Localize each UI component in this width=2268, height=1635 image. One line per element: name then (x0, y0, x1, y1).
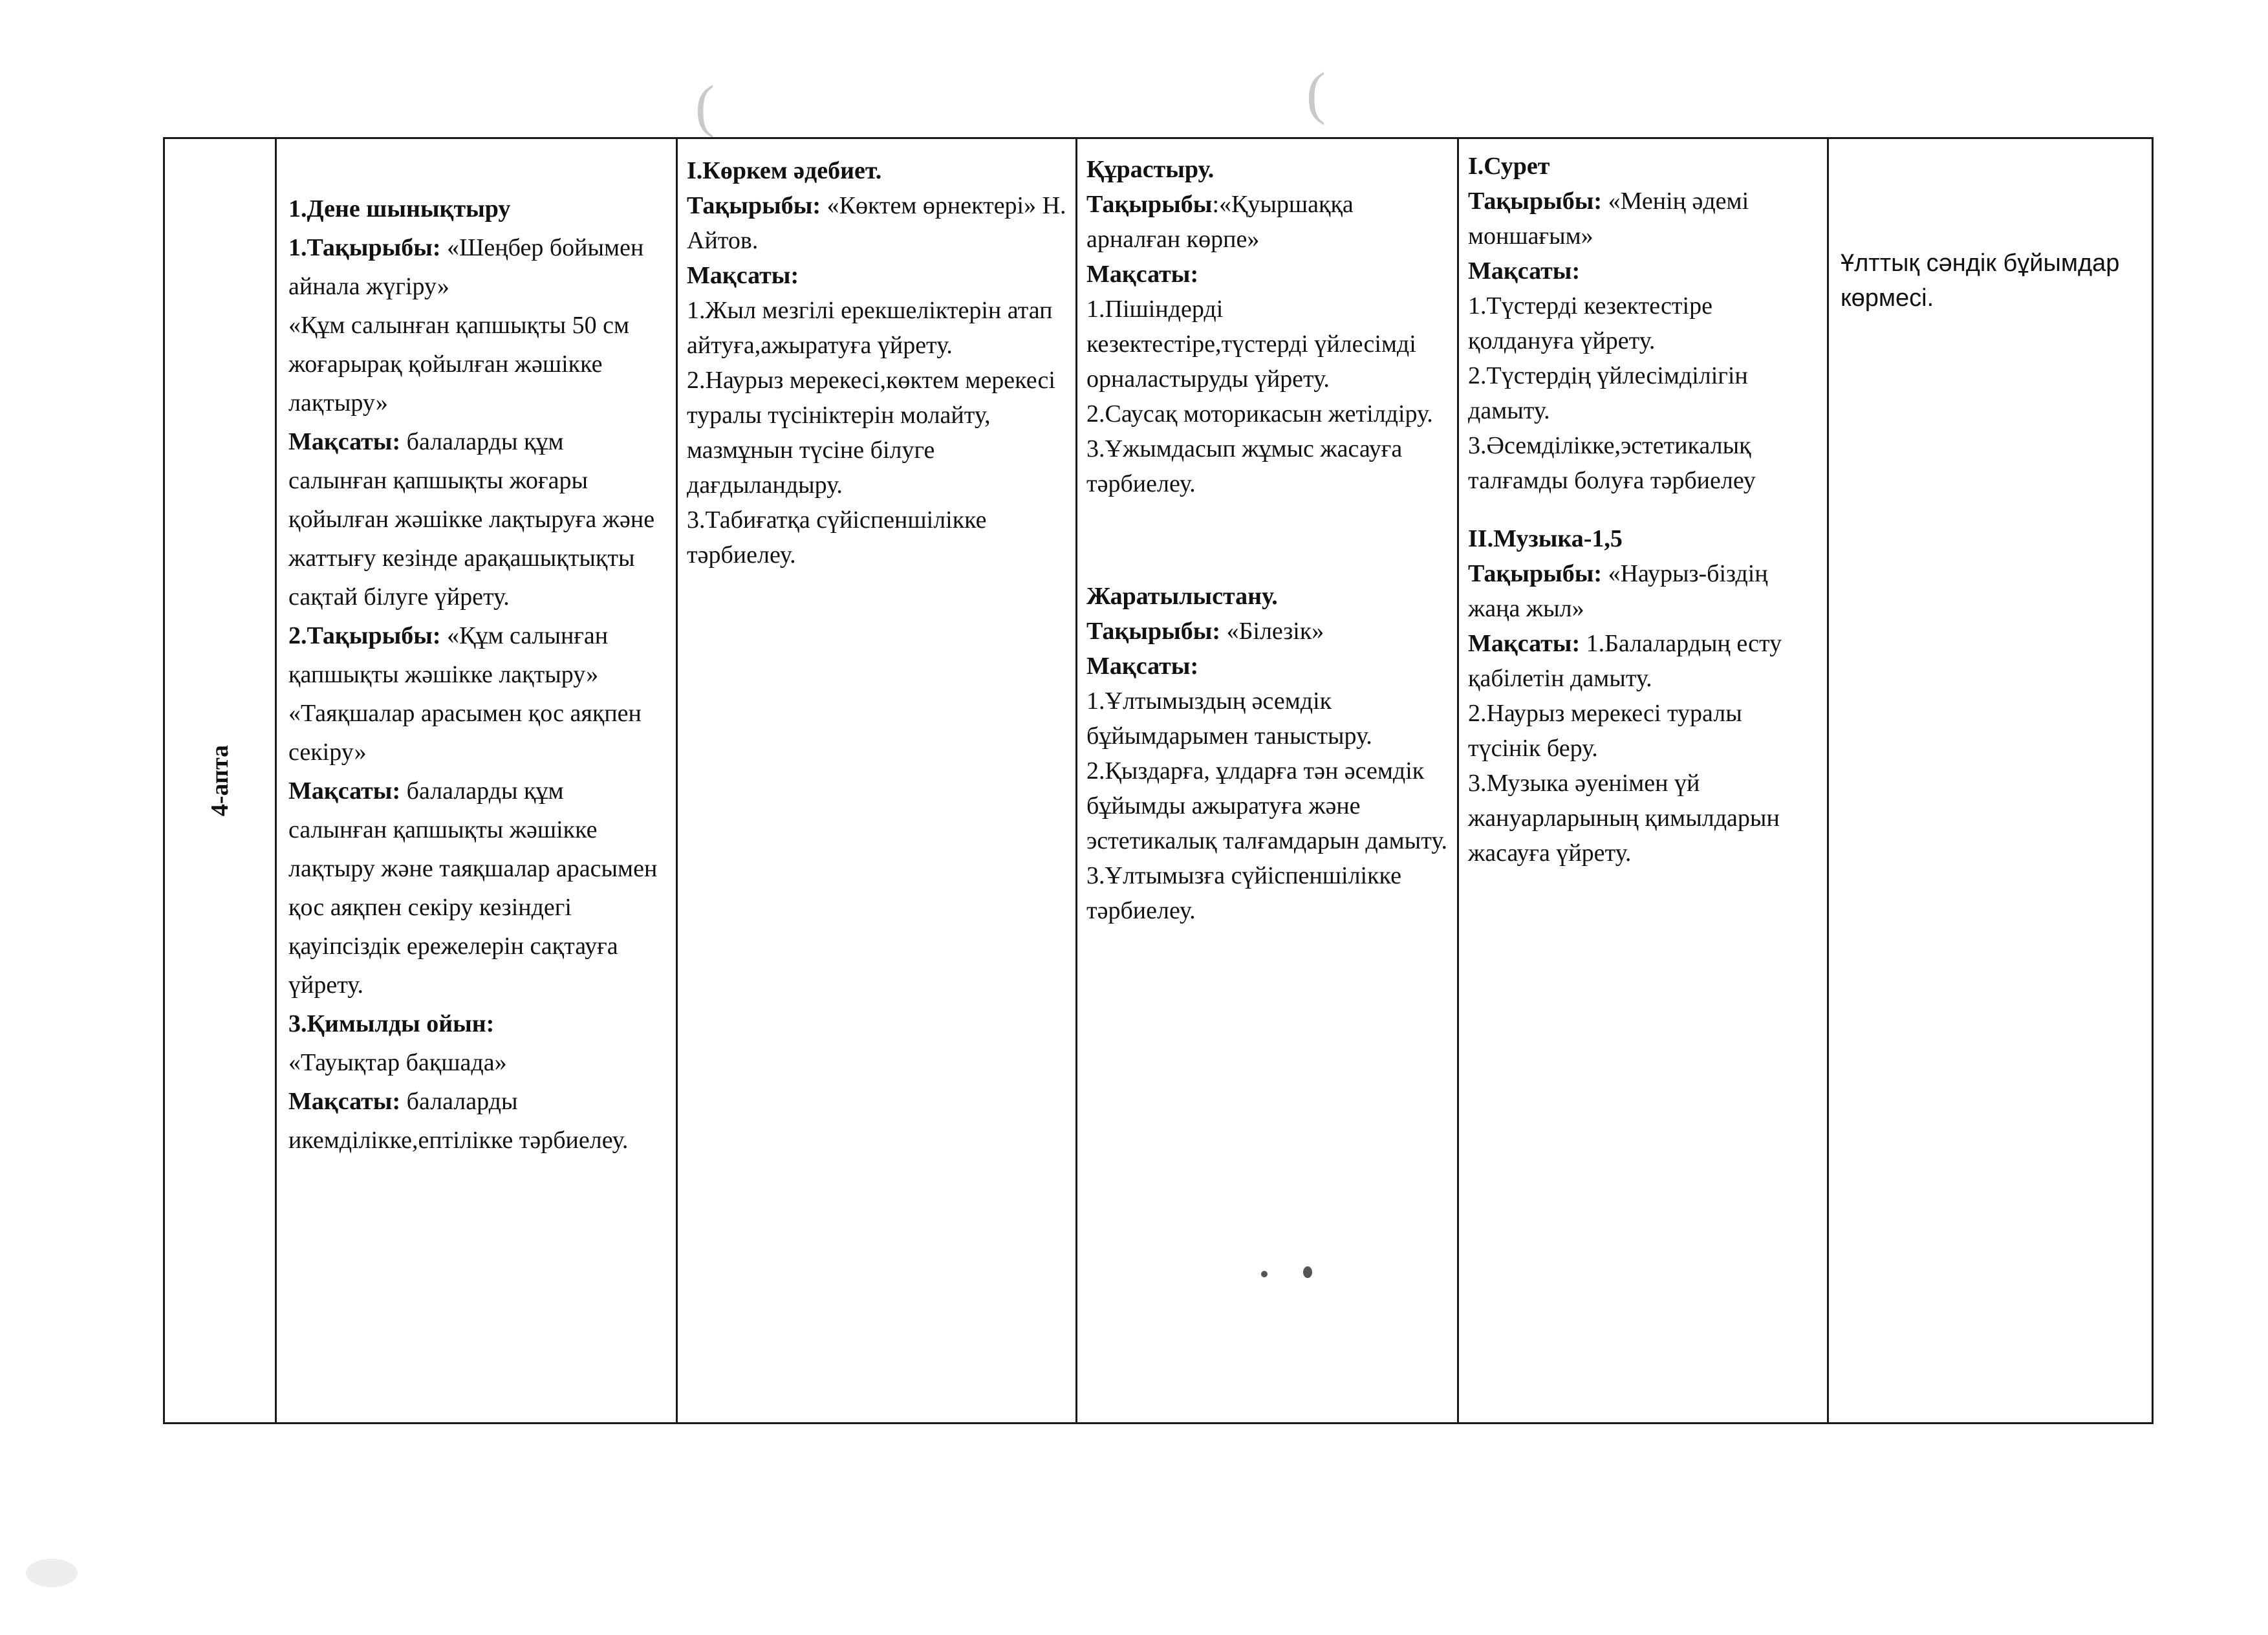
col3-section2-goal-item: 3.Ұлтымызға сүйіспеншілікке тәрбиелеу. (1086, 862, 1401, 924)
col3-section1-goal-item: 2.Саусақ моторикасын жетілдіру. (1086, 400, 1433, 428)
col3-section2-goal-label: Мақсаты: (1086, 653, 1199, 680)
exhibition-cell (1828, 138, 2153, 1424)
col4-section2-topic: Тақырыбы: «Наурыз-біздің жаңа жыл» (1468, 560, 1768, 622)
week-label: 4-апта (206, 744, 233, 817)
col4-section2-title: ІІ.Музыка-1,5 (1468, 525, 1623, 552)
col1-topic-1: 1.Тақырыбы: «Шеңбер бойымен айнала жүгіру» (288, 234, 644, 300)
col4-section2-goal-item: 2.Наурыз мерекесі туралы түсінік беру. (1468, 700, 1742, 762)
col4-section1-goal-label: Мақсаты: (1468, 257, 1581, 285)
col2-title: І.Көркем әдебиет. (687, 157, 882, 184)
literature-cell (677, 138, 1077, 1424)
col3-section2-title: Жаратылыстану. (1086, 583, 1278, 610)
col3-section2-goal-item: 2.Қыздарға, ұлдарға тән әсемдік бұйымды ажыратуға және эстетикалық талғамдарын дамыту. (1086, 757, 1448, 854)
col2-goal-item: 1.Жыл мезгілі ерекшеліктерін атап айтуға,ажыратуға үйрету. (687, 297, 1053, 359)
col1-game-name: «Тауықтар бақшада» (288, 1049, 507, 1076)
col1-goal-2: Мақсаты: балаларды құм салынған қапшықты жәшікке лақтыру және таяқшалар арасымен қос аяқпен секіру кезіндегі қауіпсіздік ережелерін сақтауға үйрету. (288, 777, 658, 999)
col2-goal-label: Мақсаты: (687, 262, 799, 289)
weekly-plan-table (163, 137, 2154, 1424)
exhibition-text: Ұлттық сәндік бұйымдар көрмесі. (1841, 250, 2120, 312)
construction-nature-cell (1077, 138, 1458, 1424)
col2-goal-item: 3.Табиғатқа сүйіспеншілікке тәрбиелеу. (687, 506, 987, 568)
col1-topic-1b: «Құм салынған қапшықты 50 см жоғарырақ қойылған жәшікке лақтыру» (288, 312, 630, 417)
col3-section1-title: Құрастыру. (1086, 156, 1215, 183)
col4-section1-goal-item: 3.Әсемділікке,эстетикалық талғамды болуға тәрбиелеу (1468, 432, 1756, 494)
col4-section2-goal-item: 3.Музыка әуенімен үй жануарларының қимылдарын жасауға үйрету. (1468, 770, 1780, 867)
physical-education-cell (276, 138, 677, 1424)
col3-section2-topic: Тақырыбы: «Білезік» (1086, 618, 1324, 645)
col3-section1-goal-item: 3.Ұжымдасып жұмыс жасауға тәрбиелеу. (1086, 435, 1403, 497)
col3-section1-goal-item: 1.Пішіндерді кезектестіре,түстерді үйлесімді орналастыруды үйрету. (1086, 296, 1416, 393)
col4-section2-goal-1: Мақсаты: 1.Балалардың есту қабілетін дамыту. (1468, 630, 1782, 692)
col4-section1-goal-item: 2.Түстердің үйлесімділігін дамыту. (1468, 362, 1748, 424)
col1-goal-1: Мақсаты: балаларды құм салынған қапшықты жоғары қойылған жәшікке лақтыруға және жаттығу кезінде арақашықтықты сақтай білуге үйрету. (288, 428, 655, 611)
col1-game-label: 3.Қимылды ойын: (288, 1010, 495, 1037)
col4-section1-goal-item: 1.Түстерді кезектестіре қолдануға үйрету. (1468, 292, 1712, 354)
scan-smudge (26, 1559, 78, 1587)
scan-artifact-right: ( (1306, 61, 1326, 125)
week-label-cell (164, 138, 276, 1424)
drawing-music-cell (1458, 138, 1828, 1424)
col2-topic: Тақырыбы: «Көктем өрнектері» Н. Айтов. (687, 192, 1066, 254)
col3-section1-topic: Тақырыбы:«Қуыршаққа арналған көрпе» (1086, 191, 1354, 253)
col1-topic-2: 2.Тақырыбы: «Құм салынған қапшықты жәшікке лақтыру» (288, 622, 609, 688)
col1-title: 1.Дене шынықтыру (288, 195, 511, 222)
col4-section1-title: І.Сурет (1468, 153, 1550, 180)
col4-section1-topic: Тақырыбы: «Менің әдемі моншағым» (1468, 188, 1749, 250)
col1-topic-2b: «Таяқшалар арасымен қос аяқпен секіру» (288, 700, 642, 766)
col3-section1-goal-label: Мақсаты: (1086, 261, 1199, 288)
col3-section2-goal-item: 1.Ұлтымыздың әсемдік бұйымдарымен таныстыру. (1086, 688, 1372, 750)
col2-goal-item: 2.Наурыз мерекесі,көктем мерекесі туралы түсініктерін молайту, мазмұнын түсіне білуге дағдыландыру. (687, 367, 1055, 499)
scan-artifact-left: ( (695, 74, 715, 138)
col1-goal-3: Мақсаты: балаларды икемділікке,ептілікке тәрбиелеу. (288, 1088, 629, 1154)
